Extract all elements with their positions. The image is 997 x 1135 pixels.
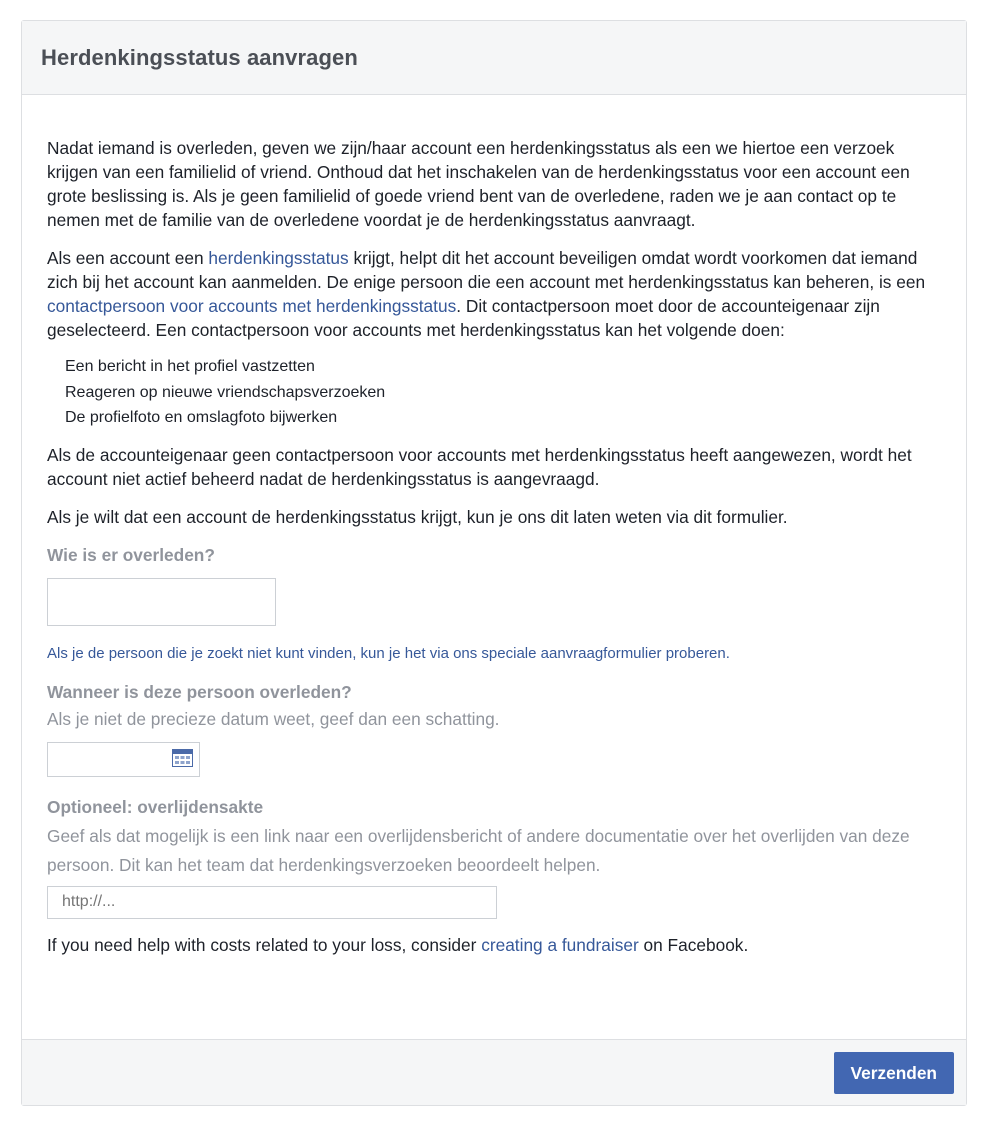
submit-button[interactable]: Verzenden [834, 1052, 954, 1094]
fundraiser-link[interactable]: creating a fundraiser [481, 934, 639, 955]
date-of-death-hint: Als je niet de precieze datum weet, geef dan een schatting. [47, 708, 500, 729]
list-item: Reageren op nieuwe vriendschapsverzoeken [65, 383, 386, 401]
card-footer [22, 1039, 966, 1105]
page-title: Herdenkingsstatus aanvragen [41, 45, 358, 70]
card-body [22, 95, 966, 957]
legacy-contact-abilities-list [47, 354, 941, 431]
card-header [22, 21, 966, 95]
memorial-info-text-c: . Dit contactpersoon moet door de accounteigenaar zijn geselecteerd. Een contactpersoon voor accounts met herdenkingsstatus kan het volgende doen: [47, 296, 880, 340]
date-of-death-input[interactable] [48, 743, 168, 776]
death-certificate-url-input[interactable] [47, 886, 497, 919]
intro-paragraph: Nadat iemand is overleden, geven we zijn/haar account een herdenkingsstatus als een we hiertoe een verzoek krijgen van een familielid of vriend. Onthoud dat het inschakelen van de herdenkingsstatus voor een account een grote beslissing is. Als je geen familielid of goede vriend bent van de overledene, raden we je aan contact op te nemen met de familie van de overledene voordat je de herdenkingsstatus aanvraagt. [47, 138, 910, 230]
memorial-info-text-a: Als een account een [47, 248, 209, 268]
memorial-request-card [21, 20, 967, 1106]
no-legacy-contact-paragraph: Als de accounteigenaar geen contactpersoon voor accounts met herdenkingsstatus heeft aangewezen, wordt het account niet actief beheerd nadat de herdenkingsstatus is aangevraagd. [47, 444, 912, 489]
list-item: De profielfoto en omslagfoto bijwerken [65, 409, 338, 426]
death-certificate-label: Optioneel: overlijdensakte [47, 796, 264, 817]
fundraiser-text-a: If you need help with costs related to your loss, consider [47, 934, 482, 955]
special-request-form-link[interactable]: Als je de persoon die je zoekt niet kunt vinden, kun je het via ons speciale aanvraagformulier proberen. [47, 644, 730, 662]
list-item: Een bericht in het profiel vastzetten [65, 358, 315, 375]
legacy-contact-link[interactable]: contactpersoon voor accounts met herdenkingsstatus [47, 296, 457, 316]
memorial-info-text-b: krijgt, helpt dit het account beveiligen omdat wordt voorkomen dat iemand zich bij het account kan aanmelden. De enige persoon die een account met herdenkingsstatus kan beheren, is een [47, 248, 926, 292]
deceased-name-input[interactable] [47, 578, 276, 626]
memorial-info-paragraph [47, 246, 941, 342]
memorialization-link[interactable]: herdenkingsstatus [208, 248, 349, 268]
form-intro-paragraph: Als je wilt dat een account de herdenkingsstatus krijgt, kun je ons dit laten weten via dit formulier. [47, 506, 788, 527]
fundraiser-text-b: on Facebook. [638, 934, 749, 955]
deceased-name-label: Wie is er overleden? [47, 544, 215, 565]
date-of-death-label: Wanneer is deze persoon overleden? [47, 681, 352, 702]
date-of-death-field[interactable] [47, 742, 200, 777]
calendar-icon[interactable] [172, 749, 193, 767]
fundraiser-paragraph [47, 933, 941, 957]
death-certificate-hint: Geef als dat mogelijk is een link naar een overlijdensbericht of andere documentatie over het overlijden van deze persoon. Dit kan het team dat herdenkingsverzoeken beoordeelt helpen. [47, 825, 910, 875]
